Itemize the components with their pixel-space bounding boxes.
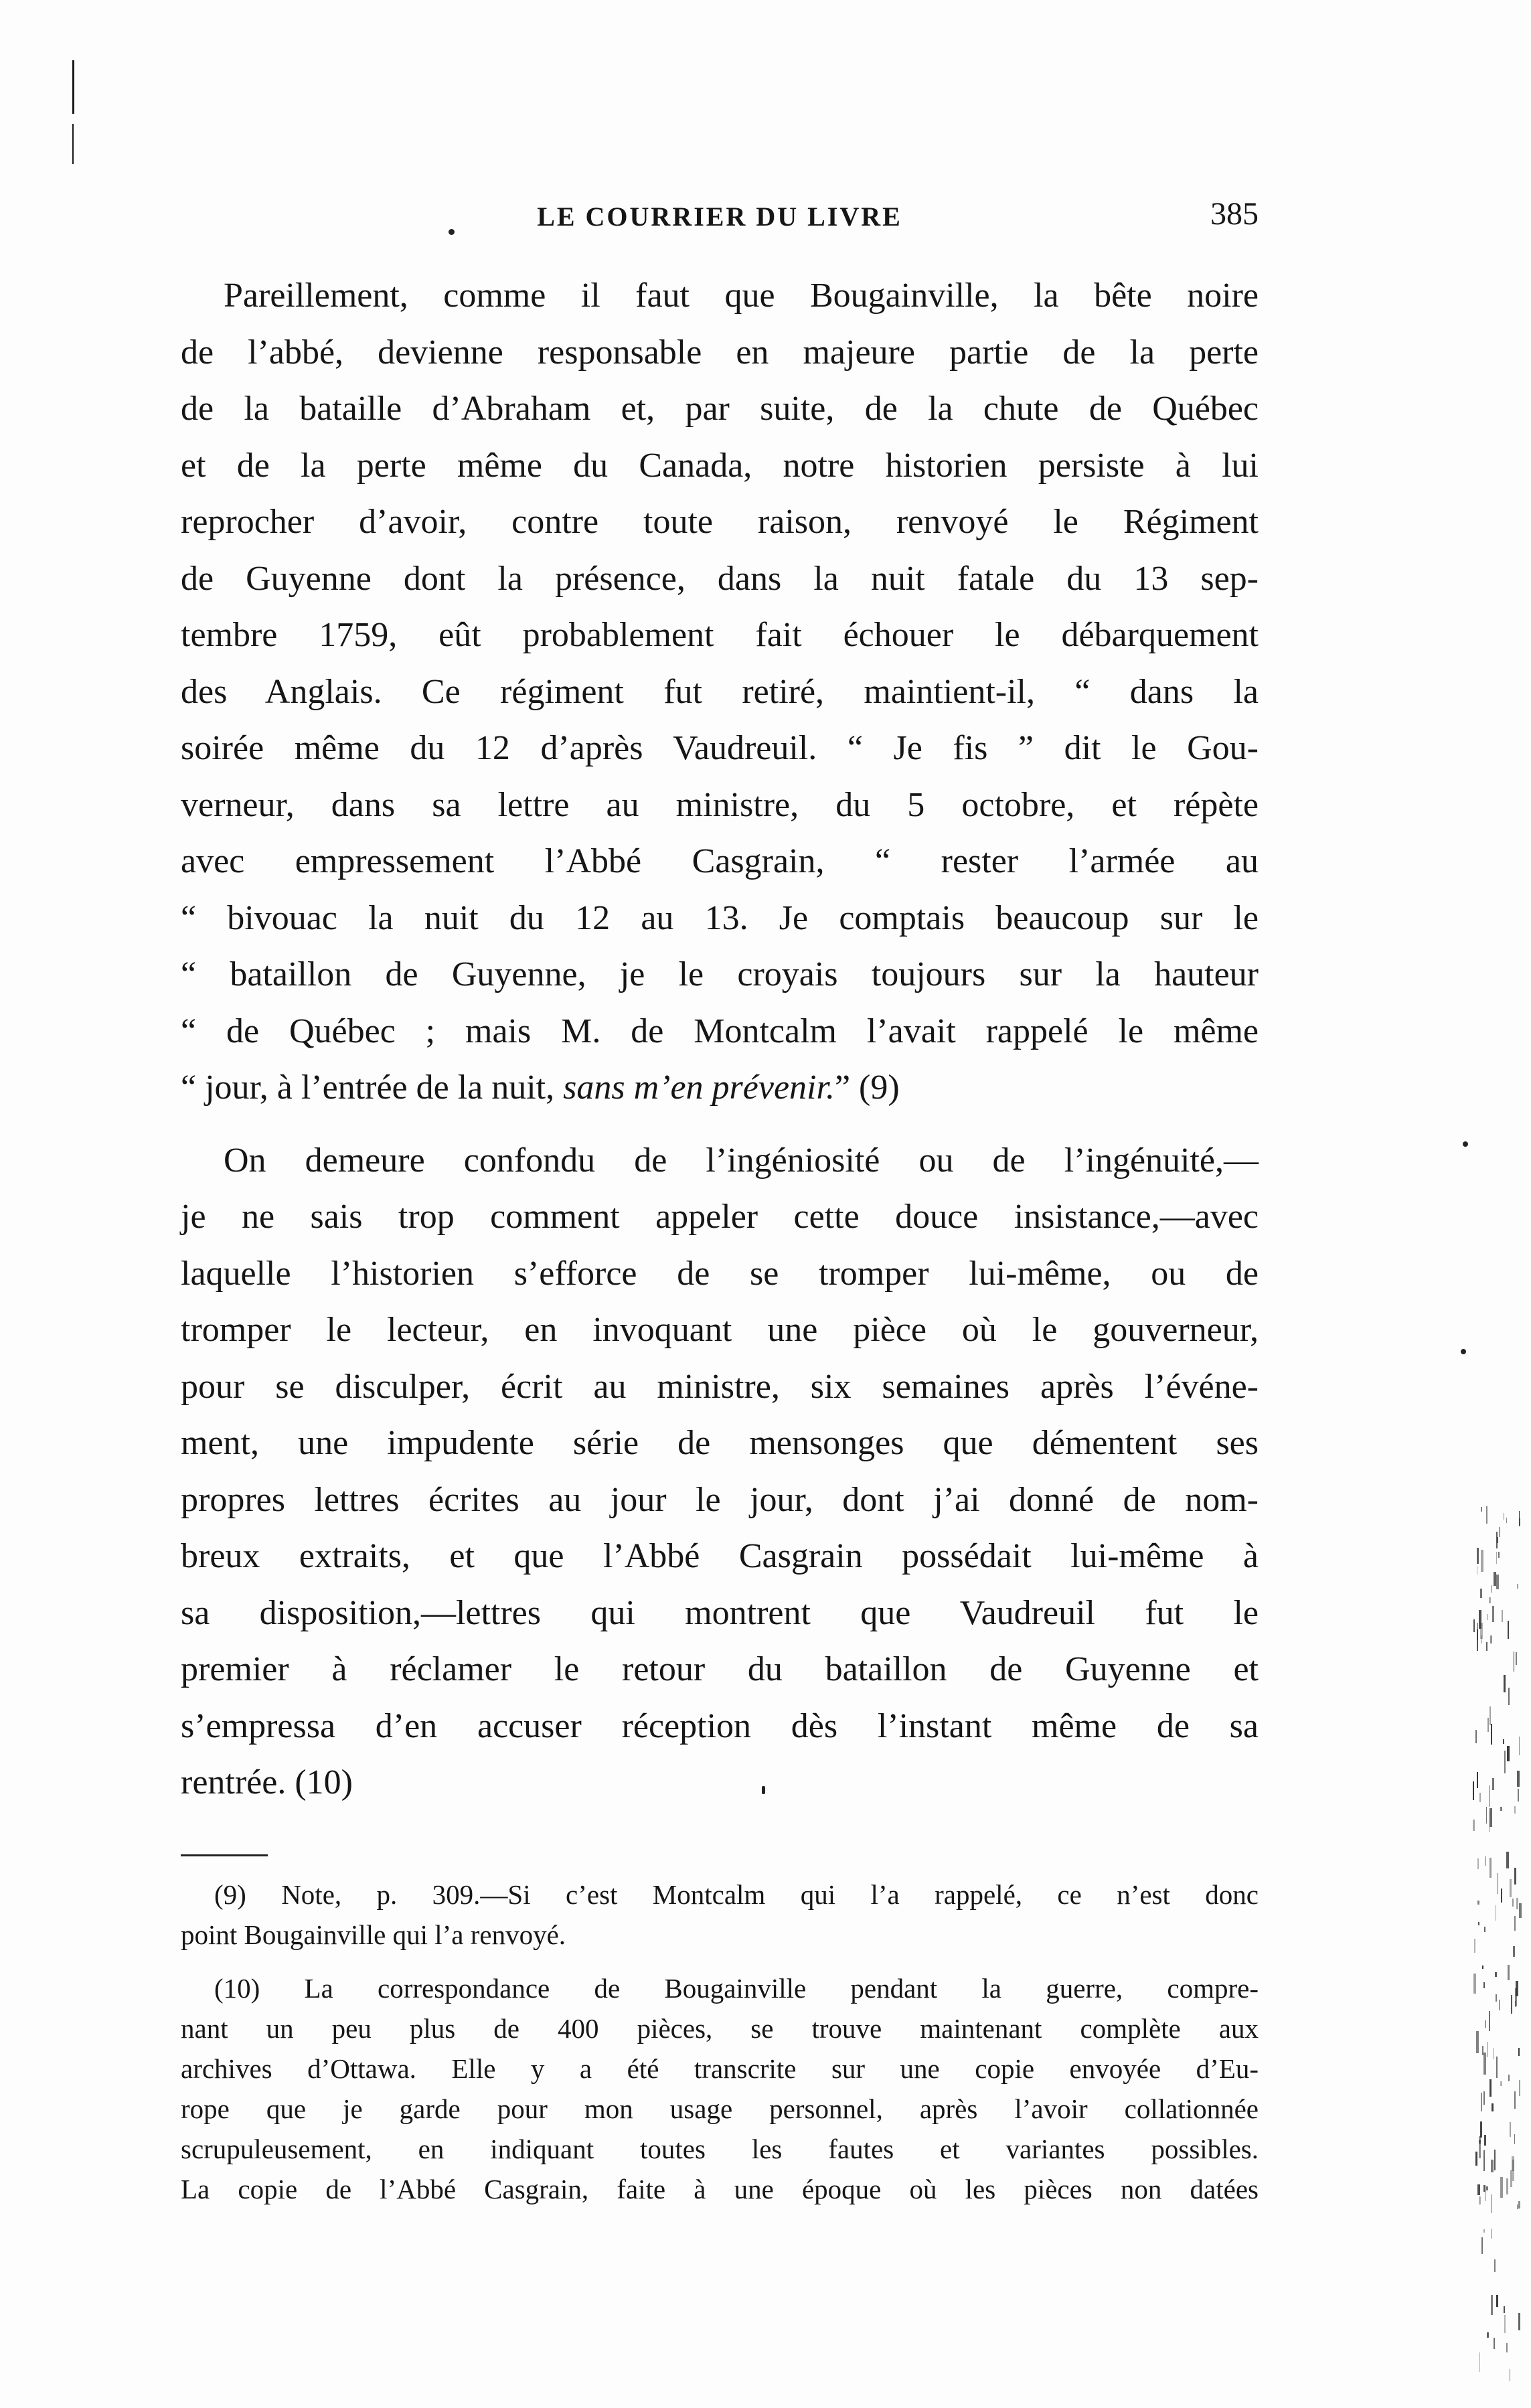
text-line: laquelle l’historien s’efforce de se tromper lui-même, ou de	[181, 1254, 1259, 1293]
binding-streak	[1475, 2152, 1477, 2166]
binding-streak	[1479, 1793, 1480, 1802]
binding-streak	[1504, 2315, 1506, 2333]
binding-streak	[1480, 1589, 1482, 1598]
running-title: LE COURRIER DU LIVRE	[537, 202, 902, 232]
binding-streak	[1516, 1898, 1519, 1909]
binding-streak	[1500, 1807, 1502, 1812]
binding-streak	[1499, 2000, 1500, 2010]
text-line: de la bataille d’Abraham et, par suite, de la chute de Québec	[181, 390, 1259, 428]
binding-streak	[1480, 1623, 1482, 1639]
text-line: s’empressa d’en accuser réception dès l’instant même de sa	[181, 1706, 1259, 1745]
binding-streak	[1473, 1619, 1475, 1632]
binding-streak	[1506, 2178, 1508, 2195]
binding-streak	[1500, 2081, 1502, 2086]
ink-dot	[762, 1786, 765, 1794]
ink-dot	[1461, 1349, 1466, 1354]
text-line: de Guyenne dont la présence, dans la nuit fatale du 13 sep-	[181, 559, 1259, 598]
binding-streak	[1518, 2313, 1521, 2330]
binding-streak	[1514, 1868, 1516, 1884]
text-line: avec empressement l’Abbé Casgrain, “ rester l’armée au	[181, 842, 1259, 880]
text-line: “ bivouac la nuit du 12 au 13. Je comptais beaucoup sur le	[181, 898, 1259, 937]
binding-streak	[1485, 1856, 1487, 1866]
text-line: et de la perte même du Canada, notre historien persiste à lui	[181, 446, 1259, 485]
binding-streak	[1496, 1575, 1499, 1589]
binding-streak	[1513, 1946, 1515, 1957]
binding-streak	[1507, 1746, 1510, 1761]
binding-streak	[1486, 2186, 1488, 2190]
paragraph-2	[181, 1133, 1259, 1812]
binding-streak	[1485, 2020, 1486, 2028]
text-line: Pareillement, comme il faut que Bougainville, la bête noire	[224, 276, 1259, 315]
binding-streak	[1489, 1785, 1490, 1807]
page-number: 385	[1210, 196, 1259, 232]
binding-streak	[1477, 1772, 1478, 1788]
binding-streak	[1495, 1972, 1497, 1977]
binding-streak	[1512, 2156, 1514, 2171]
binding-streak	[1486, 1807, 1487, 1824]
binding-streak	[1491, 1585, 1493, 1593]
binding-streak	[1492, 1606, 1494, 1621]
binding-streak	[1489, 1858, 1492, 1878]
binding-streak	[1494, 2259, 1495, 2272]
binding-streak	[1506, 1852, 1509, 1869]
binding-streak	[1487, 2042, 1488, 2057]
binding-streak	[1494, 2338, 1495, 2349]
text-line: “ de Québec ; mais M. de Montcalm l’avait rappelé le même	[181, 1012, 1259, 1050]
text-line: ment, une impudente série de mensonges que démentent ses	[181, 1424, 1259, 1462]
binding-streak	[1514, 2134, 1515, 2144]
binding-streak	[1496, 2057, 1497, 2077]
text-line: des Anglais. Ce régiment fut retiré, maintient-il, “ dans la	[181, 672, 1259, 711]
binding-streak	[1473, 1974, 1475, 1993]
binding-streak	[1492, 2103, 1494, 2111]
binding-streak	[1484, 1927, 1485, 1932]
binding-streak	[1519, 1903, 1522, 1918]
footnote-rule	[181, 1854, 268, 1856]
binding-streak	[1473, 1781, 1474, 1801]
binding-streak	[1491, 2160, 1493, 2172]
binding-streak	[1486, 1642, 1487, 1651]
binding-streak	[1506, 2343, 1508, 2352]
binding-streak	[1483, 2185, 1485, 2192]
binding-streak	[1508, 1688, 1510, 1704]
text-line: propres lettres écrites au jour le jour, dont j’ai donné de nom-	[181, 1480, 1259, 1519]
binding-streak	[1483, 1982, 1485, 1988]
binding-streak	[1477, 1858, 1479, 1869]
binding-streak	[1484, 2135, 1486, 2146]
binding-streak	[1510, 1879, 1512, 1897]
binding-streak	[1512, 1899, 1514, 1907]
binding-streak	[1477, 1901, 1479, 1905]
binding-streak	[1479, 2196, 1481, 2204]
text-line: je ne sais trop comment appeler cette douce insistance,—avec	[181, 1198, 1259, 1236]
footnote-line: (10) La correspondance de Bougainville pendant la guerre, compre-	[214, 1973, 1259, 2004]
binding-edge-noise	[1466, 1506, 1531, 2408]
binding-streak	[1482, 1965, 1483, 1969]
italic-quote: sans m’en prévenir.	[563, 1068, 835, 1107]
scan-margin-mark	[72, 60, 74, 114]
binding-streak	[1519, 1511, 1520, 1526]
text-line: tembre 1759, eût probablement fait échouer le débarquement	[181, 616, 1259, 654]
binding-streak	[1517, 1584, 1518, 1588]
binding-streak	[1478, 1922, 1479, 1925]
binding-streak	[1503, 1739, 1504, 1743]
binding-streak	[1477, 2184, 1480, 2195]
text-line: verneur, dans sa lettre au ministre, du 5 octobre, et répète	[181, 785, 1259, 824]
binding-streak	[1496, 1552, 1498, 1564]
binding-streak	[1477, 1566, 1478, 1575]
binding-streak	[1474, 1939, 1475, 1952]
binding-streak	[1506, 1518, 1508, 1523]
binding-streak	[1519, 1737, 1520, 1755]
binding-streak	[1510, 2122, 1511, 2137]
binding-streak	[1518, 2201, 1521, 2209]
binding-streak	[1491, 2194, 1492, 2213]
binding-streak	[1515, 1988, 1517, 2006]
binding-streak	[1480, 2121, 1482, 2138]
binding-streak	[1514, 1806, 1516, 1814]
binding-streak	[1510, 2170, 1512, 2187]
footnote-line: rope que je garde pour mon usage personnel, après l’avoir collationnée	[181, 2093, 1259, 2124]
binding-streak	[1494, 1572, 1496, 1586]
footnote-line: point Bougainville qui l’a renvoyé.	[181, 1919, 566, 1950]
binding-streak	[1493, 2048, 1494, 2059]
binding-streak	[1516, 1652, 1517, 1665]
binding-streak	[1483, 2150, 1485, 2171]
text-line: “ bataillon de Guyenne, je le croyais toujours sur la hauteur	[181, 955, 1259, 993]
binding-streak	[1514, 2091, 1516, 2109]
binding-streak	[1508, 1965, 1510, 1980]
binding-streak	[1490, 1635, 1492, 1643]
binding-streak	[1511, 1995, 1512, 2014]
binding-streak	[1481, 2093, 1482, 2111]
text-line: tromper le lecteur, en invoquant une pièce où le gouverneur,	[181, 1311, 1259, 1349]
binding-streak	[1477, 1623, 1478, 1640]
binding-streak	[1481, 1507, 1483, 1512]
binding-streak	[1501, 1889, 1502, 1902]
text-line: soirée même du 12 d’après Vaudreuil. “ Je fis ” dit le Gou-	[181, 729, 1259, 767]
binding-streak	[1489, 1597, 1491, 1603]
binding-streak	[1479, 2136, 1481, 2158]
binding-streak	[1489, 2079, 1492, 2097]
binding-streak	[1489, 1706, 1491, 1725]
binding-streak	[1517, 1771, 1520, 1787]
binding-streak	[1479, 2352, 1480, 2372]
text-line: On demeure confondu de l’ingéniosité ou de l’ingénuité,—	[224, 1141, 1259, 1180]
binding-streak	[1496, 2295, 1498, 2307]
binding-streak	[1483, 2229, 1485, 2233]
binding-streak	[1489, 1808, 1492, 1827]
footnote-line: La copie de l’Abbé Casgrain, faite à une époque où les pièces non datées	[181, 2174, 1259, 2204]
binding-streak	[1487, 1718, 1489, 1732]
text-line: premier à réclamer le retour du bataillon de Guyenne et	[181, 1650, 1259, 1688]
footnote-line: scrupuleusement, en indiquant toutes les fautes et variantes possibles.	[181, 2134, 1259, 2164]
body-text	[181, 268, 1259, 1812]
binding-streak	[1483, 2053, 1486, 2074]
footnote-10	[181, 1968, 1259, 2209]
footnote-line: archives d’Ottawa. Elle y a été transcrite sur une copie envoyée d’Eu-	[181, 2053, 1259, 2084]
binding-streak	[1489, 2011, 1490, 2031]
text-line: rentrée. (10)	[181, 1763, 353, 1801]
footnote-9	[181, 1874, 1259, 1955]
binding-streak	[1477, 1548, 1478, 1564]
binding-streak	[1518, 1789, 1519, 1801]
binding-streak	[1475, 1730, 1477, 1743]
footnote-ref: ” (9)	[834, 1068, 900, 1107]
footnotes	[181, 1874, 1259, 2209]
ink-dot	[1463, 1141, 1468, 1147]
binding-streak	[1504, 1675, 1506, 1692]
binding-streak	[1481, 1550, 1483, 1572]
binding-streak	[1508, 2075, 1509, 2082]
binding-streak	[1492, 1778, 1494, 1790]
text-line	[181, 1060, 1259, 1117]
binding-streak	[1473, 1820, 1475, 1831]
text-line: breux extraits, et que l’Abbé Casgrain possédait lui-même à	[181, 1537, 1259, 1575]
binding-streak	[1518, 2048, 1520, 2055]
binding-streak	[1504, 1751, 1506, 1773]
binding-streak	[1499, 1527, 1500, 1537]
binding-streak	[1481, 2237, 1483, 2254]
text-line: reprocher d’avoir, contre toute raison, renvoyé le Régiment	[181, 503, 1259, 541]
paragraph-1	[181, 268, 1259, 1117]
running-head	[181, 195, 1259, 236]
binding-streak	[1483, 2091, 1484, 2105]
footnote-line: (9) Note, p. 309.—Si c’est Montcalm qui l’a rappelé, ce n’est donc	[214, 1879, 1259, 1910]
binding-streak	[1486, 1506, 1487, 1524]
text-line: sa disposition,—lettres qui montrent que Vaudreuil fut le	[181, 1593, 1259, 1632]
binding-streak	[1514, 1916, 1516, 1931]
binding-streak	[1487, 2332, 1489, 2338]
binding-streak	[1482, 2046, 1483, 2055]
binding-streak	[1519, 2080, 1520, 2096]
binding-streak	[1491, 2295, 1493, 2315]
footnote-line: nant un peu plus de 400 pièces, se trouve maintenant complète aux	[181, 2013, 1259, 2044]
text-line: de l’abbé, devienne responsable en majeure partie de la perte	[181, 333, 1259, 372]
binding-streak	[1492, 2229, 1493, 2238]
binding-streak	[1496, 1532, 1498, 1548]
binding-streak	[1476, 2031, 1479, 2053]
binding-streak	[1500, 2177, 1503, 2198]
binding-streak	[1491, 1724, 1492, 1745]
scan-margin-mark	[72, 124, 74, 164]
binding-streak	[1494, 2150, 1496, 2171]
text-line: pour se disculper, écrit au ministre, six semaines après l’événe-	[181, 1367, 1259, 1406]
binding-streak	[1498, 1552, 1500, 1558]
binding-streak	[1508, 1621, 1509, 1639]
quote-text: “ jour, à l’entrée de la nuit,	[181, 1068, 564, 1107]
binding-streak	[1502, 1610, 1503, 1622]
